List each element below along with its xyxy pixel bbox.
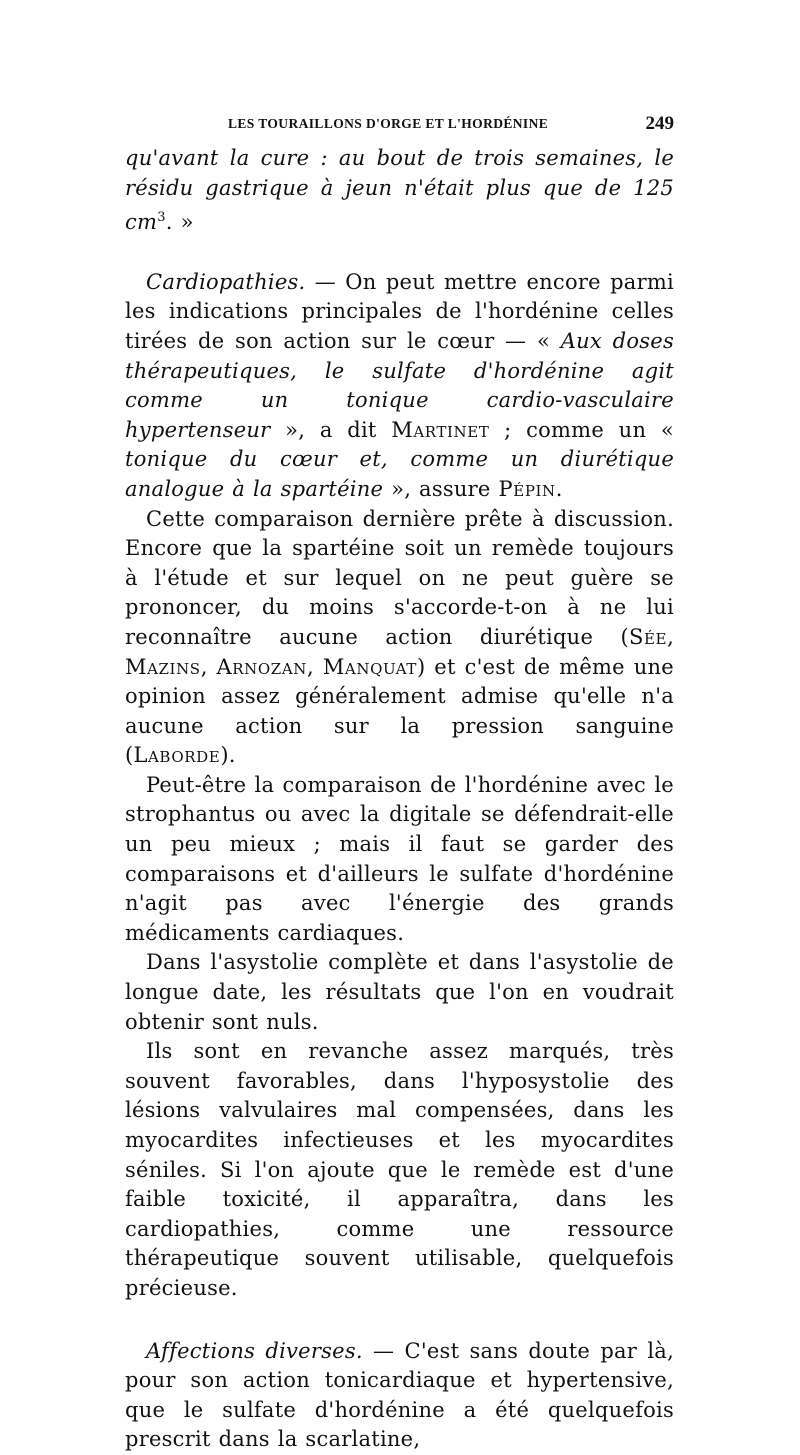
author-pepin: Pépin <box>498 476 556 501</box>
text-run: Cette comparaison dernière prête à discussion. Encore que la spartéine soit un remède toujours à l'étude et sur lequel on ne peut guère se prononcer, du moins s'accorde-t-on à ne lui reconnaître aucune action diurétique ( <box>125 506 674 649</box>
author-laborde: Laborde <box>133 743 221 768</box>
text-run: . <box>555 476 563 501</box>
author-manquat: Manquat <box>322 654 417 679</box>
text-run: — C'est sans doute par là, pour son action tonicardiaque et hypertensive, que le sulfate d'hordénine a été quelquefois prescrit dans la scarlatine, <box>125 1338 674 1452</box>
paragraph-quote-end <box>125 144 674 238</box>
paragraph-asystolie: Dans l'asystolie complète et dans l'asystolie de longue date, les résultats que l'on en voudrait obtenir sont nuls. <box>125 950 674 1034</box>
unit-exponent: 3 <box>157 210 166 226</box>
quote-end-text: qu'avant la cure : au bout de trois semaines, le résidu gastrique à jeun n'était plus que de 125 <box>125 146 674 200</box>
section-heading-cardiopathies: Cardiopathies. <box>146 269 306 294</box>
paragraph-affections <box>125 1337 674 1455</box>
section-gap <box>125 1304 674 1337</box>
author-arnozan: Arnozan <box>216 654 307 679</box>
body-text <box>125 144 674 1455</box>
author-martinet: Martinet <box>391 417 490 442</box>
page-header <box>228 113 674 140</box>
section-heading-affections: Affections diverses. <box>146 1338 363 1363</box>
text-run: ) et c'est de même une opinion assez généralement admise qu'elle n'a aucune action sur la pression sanguine ( <box>125 654 674 768</box>
author-mazins: Mazins <box>125 654 201 679</box>
quote-pepin: tonique du cœur et, comme un diurétique analogue à la spartéine <box>125 447 674 501</box>
text-run: ; comme un « <box>489 417 674 442</box>
paragraph-comparison <box>125 505 674 771</box>
section-gap <box>125 238 674 268</box>
author-see: Sée <box>628 624 668 649</box>
separator: , <box>200 654 217 679</box>
paragraph-strophantus: Peut-être la comparaison de l'hordénine avec le strophantus ou avec la digitale se défendrait-elle un peu mieux ; mais il faut se garder des comparaisons et d'ailleurs le sulfate d'hordénine n'agit pas avec l'énergie des grands médicaments cardiaques. <box>125 772 674 945</box>
text-run: », assure <box>383 476 499 501</box>
unit: cm <box>125 210 158 235</box>
paragraph-hyposystolie: Ils sont en revanche assez marqués, très souvent favorables, dans l'hyposystolie des lésions valvulaires mal compensées, dans les myocardites infectieuses et les myocardites séniles. Si l'on ajoute que le remède est d'une faible toxicité, il apparaîtra, dans les cardiopathies, comme une ressource thérapeutique souvent utilisable, quelquefois précieuse. <box>125 1039 674 1300</box>
separator: , <box>667 624 674 649</box>
text-run: — On peut mettre encore parmi les indications principales de l'hordénine celles tirées de son action sur le cœur — « <box>125 269 674 353</box>
text-run: ). <box>220 743 236 768</box>
quote-close: . » <box>165 210 194 235</box>
text-run: », a dit <box>270 417 392 442</box>
paragraph-cardiopathies <box>125 268 674 505</box>
page-number: 249 <box>645 113 674 134</box>
separator: , <box>306 654 323 679</box>
running-title: LES TOURAILLONS D'ORGE ET L'HORDÉNINE <box>228 116 549 131</box>
quote-martinet: Aux doses thérapeutiques, le sulfate d'hordénine agit comme un tonique cardio-vasculaire hypertenseur <box>125 328 674 442</box>
